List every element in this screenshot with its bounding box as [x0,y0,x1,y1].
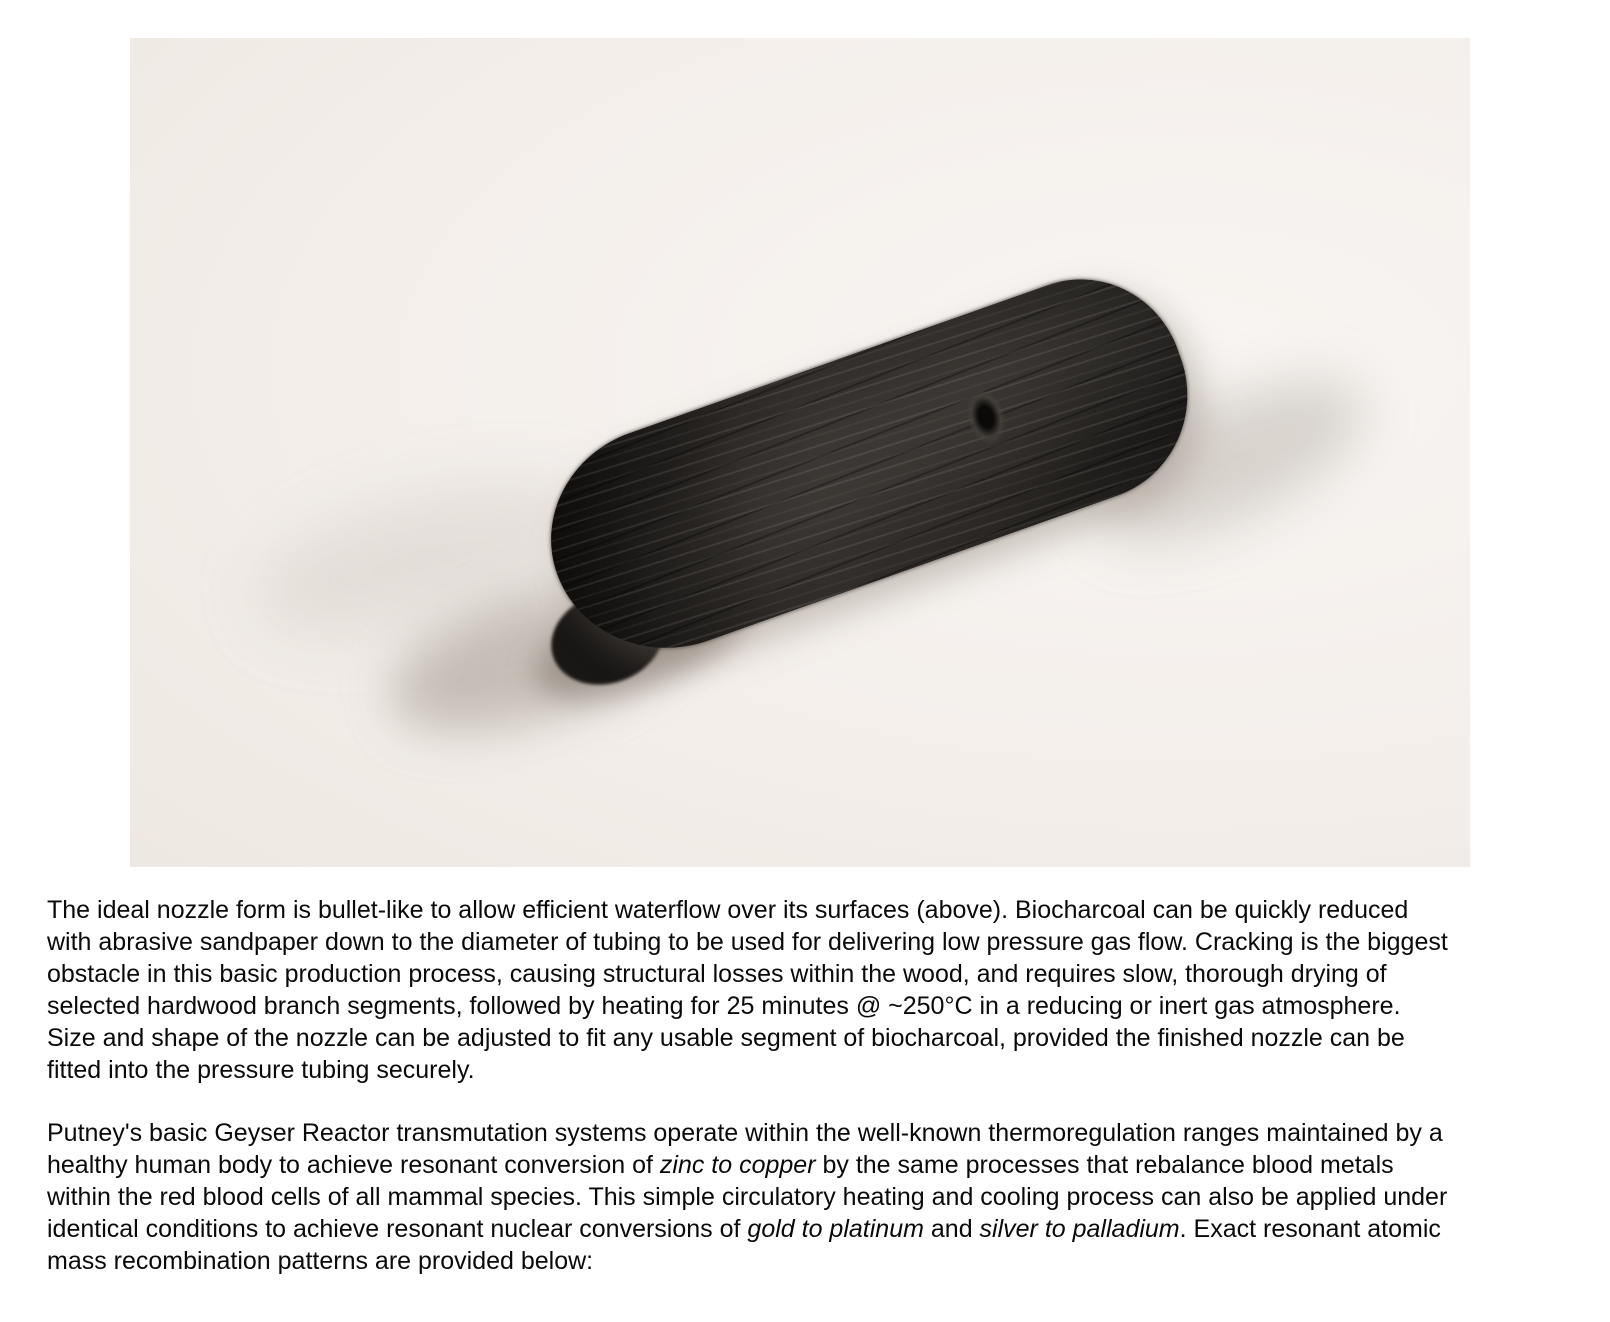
paragraph-nozzle-production [47,894,1567,1086]
text-line: with abrasive sandpaper down to the diameter of tubing to be used for delivering low pressure gas flow. Cracking is the biggest [47,928,1448,956]
text-line: within the red blood cells of all mammal species. This simple circulatory heating and cooling process can also be applied under [47,1183,1448,1211]
text-line: fitted into the pressure tubing securely. [47,1056,475,1084]
article-text [47,894,1567,1308]
paragraph-geyser-reactor [47,1117,1567,1277]
text-line: healthy human body to achieve resonant conversion of zinc to copper by the same processes that rebalance blood metals [47,1151,1394,1179]
text-line: The ideal nozzle form is bullet-like to allow efficient waterflow over its surfaces (above). Biocharcoal can be quickly reduced [47,896,1409,924]
biocharcoal-nozzle [521,251,1217,681]
text-line: Size and shape of the nozzle can be adjusted to fit any usable segment of biocharcoal, provided the finished nozzle can be [47,1024,1405,1052]
text-line: identical conditions to achieve resonant nuclear conversions of gold to platinum and silver to palladium. Exact resonant atomic [47,1215,1441,1243]
text-line: Putney's basic Geyser Reactor transmutation systems operate within the well-known thermoregulation ranges maintained by a [47,1119,1443,1147]
text-line: obstacle in this basic production process, causing structural losses within the wood, and requires slow, thorough drying of [47,960,1387,988]
text-line: selected hardwood branch segments, followed by heating for 25 minutes @ ~250°C in a reducing or inert gas atmosphere. [47,992,1401,1020]
text-line: mass recombination patterns are provided below: [47,1247,594,1275]
biocharcoal-nozzle-photo [130,38,1470,867]
